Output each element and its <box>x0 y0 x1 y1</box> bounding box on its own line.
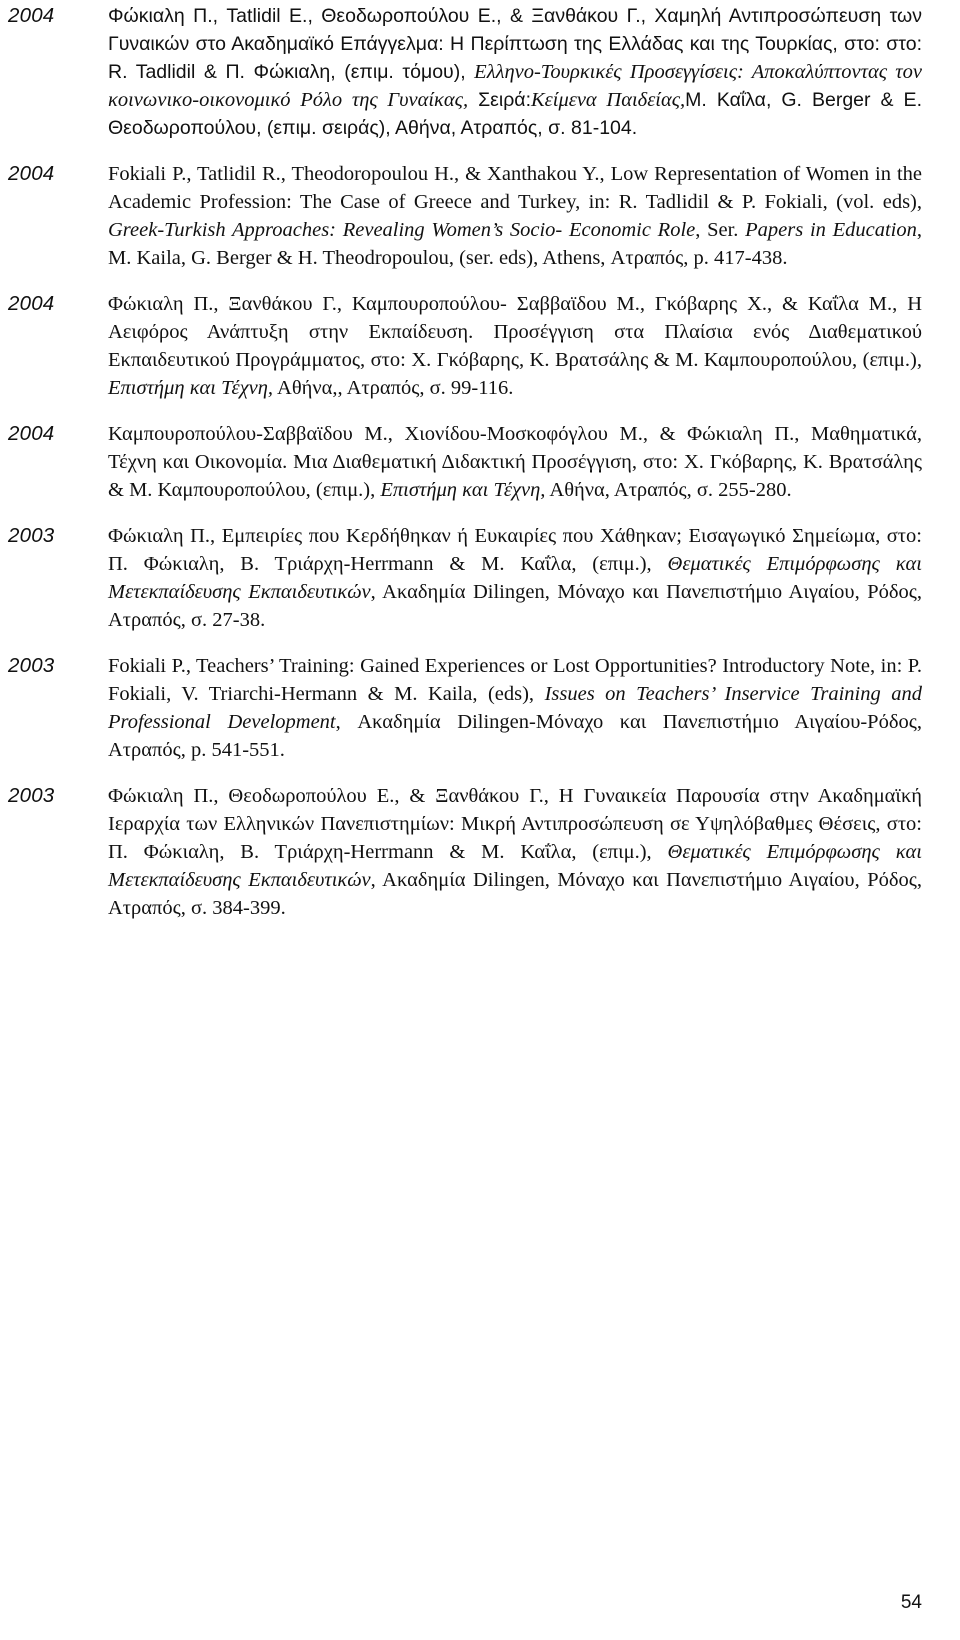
entry-year: 2003 <box>8 524 55 547</box>
entry-year: 2003 <box>8 654 55 677</box>
citation-text: Σειρά: <box>468 89 531 111</box>
bibliography-entry <box>8 782 922 922</box>
entry-citation <box>108 522 922 634</box>
citation-text: , Ser. <box>695 219 746 241</box>
entry-year: 2004 <box>8 162 55 185</box>
citation-text: Φώκιαλη Π., Εμπειρίες που Κερδήθηκαν ή Ευκαιρίες που Χάθηκαν; Εισαγωγικό Σημείωμα, στο: Π. Φώκιαλη, Β. Τριάρχη-Herrmann & Μ. Καΐλα, (επιμ.), <box>108 525 922 575</box>
citation-text: Φώκιαλη Π., Θεοδωροπούλου Ε., & Ξανθάκου Γ., Η Γυναικεία Παρουσία στην Ακαδημαϊκή Ιεραρχία των Ελληνικών Πανεπιστημίων: Μικρή Αντιπροσώπευση σε Υψηλόβαθμες Θέσεις, στο: Π. Φώκιαλη, Β. Τριάρχη-Herrmann & Μ. Καΐλα, (επιμ.), <box>108 785 922 863</box>
bibliography-entry <box>8 160 922 272</box>
entry-year: 2003 <box>8 784 55 807</box>
citation-text: Φώκιαλη Π., Tatlidil E., Θεοδωροπούλου Ε., & Ξανθάκου Γ., Χαμηλή Αντιπροσώπευση των Γυναικών στο Ακαδημαϊκό Επάγγελμα: Η Περίπτωση της Ελλάδας και της Τουρκίας, στο: στο: R. Tadlidil & Π. Φώκιαλη, (επιμ. τόμου), <box>108 5 922 83</box>
citation-text: , Ακαδημία Dilingen-Μόναχο και Πανεπιστήμιο Αιγαίου-Ρόδος, Ατραπός, p. 541-551. <box>108 711 922 761</box>
entry-citation <box>108 652 922 764</box>
citation-title: Θεματικές Επιμόρφωσης και Μετεκπαίδευσης Εκπαιδευτικών <box>108 841 922 891</box>
citation-title: Θεματικές Επιμόρφωσης και Μετεκπαίδευσης Εκπαιδευτικών <box>108 553 922 603</box>
citation-text: Καμπουροπούλου-Σαββαϊδου Μ., Χιονίδου-Μοσκοφόγλου Μ., & Φώκιαλη Π., Μαθηματικά, Τέχνη και Οικονομία. Μια Διαθεματική Διδακτική Προσέγγιση, στο: Χ. Γκόβαρης, Κ. Βρατσάλης & Μ. Καμπουροπούλου, (επιμ.), <box>108 423 922 501</box>
entry-citation <box>108 160 922 272</box>
bibliography-entry <box>8 522 922 634</box>
bibliography-entry <box>8 2 922 142</box>
citation-title: Επιστήμη και Τέχνη, <box>108 377 274 399</box>
citation-title: Papers in Education <box>745 219 917 241</box>
bibliography-entry <box>8 290 922 402</box>
entry-year: 2004 <box>8 4 55 27</box>
citation-title: Issues on Teachers’ Inservice Training and Professional Development <box>108 683 922 733</box>
bibliography-entry <box>8 420 922 504</box>
entry-year: 2004 <box>8 292 55 315</box>
page-number: 54 <box>900 1592 922 1613</box>
citation-text: Αθήνα,, Ατραπός, σ. 99-116. <box>273 377 514 399</box>
citation-text: , Ακαδημία Dilingen, Μόναχο και Πανεπιστήμιο Αιγαίου, Ρόδος, Ατραπός, σ. 27-38. <box>108 581 922 631</box>
citation-text: , M. Kaila, G. Berger & H. Theodropoulou, (ser. eds), Athens, Ατραπός, p. 417-438. <box>108 219 922 269</box>
entry-citation <box>108 2 922 142</box>
entry-citation <box>108 782 922 922</box>
citation-text: Fokiali P., Teachers’ Training: Gained Experiences or Lost Opportunities? Introductory Note, in: P. Fokiali, V. Triarchi-Hermann & M. Kaila, (eds), <box>108 655 922 705</box>
citation-title: Greek-Turkish Approaches: Revealing Women’s Socio- Economic Role <box>108 219 696 241</box>
citation-title: Επιστήμη και Τέχνη, <box>380 479 546 501</box>
citation-text: , Ακαδημία Dilingen, Μόναχο και Πανεπιστήμιο Αιγαίου, Ρόδος, Ατραπός, σ. 384-399. <box>108 869 922 919</box>
citation-text: Μ. Καΐλα, G. Berger & Ε. Θεοδωροπούλου, (επιμ. σειράς), Αθήνα, Ατραπός, σ. 81-104. <box>108 89 922 139</box>
entry-citation <box>108 420 922 504</box>
entry-citation <box>108 290 922 402</box>
citation-title: Κείμενα Παιδείας, <box>531 89 686 111</box>
entry-year: 2004 <box>8 422 55 445</box>
citation-text: Αθήνα, Ατραπός, σ. 255-280. <box>545 479 792 501</box>
citation-title: Ελληνο-Τουρκικές Προσεγγίσεις: Αποκαλύπτοντας τον κοινωνικο-οικονομικό Ρόλο της Γυναίκας, <box>108 61 922 111</box>
citation-text: Fokiali P., Tatlidil R., Theodoropoulou H., & Xanthakou Y., Low Representation of Women in the Academic Profession: The Case of Greece and Turkey, in: R. Tadlidil & P. Fokiali, (vol. eds), <box>108 163 922 213</box>
citation-text: Φώκιαλη Π., Ξανθάκου Γ., Καμπουροπούλου- Σαββαϊδου Μ., Γκόβαρης Χ., & Καΐλα Μ., Η Αειφόρος Ανάπτυξη στην Εκπαίδευση. Προσέγγιση στα Πλαίσια ενός Διαθεματικού Εκπαιδευτικού Προγράμματος, στο: Χ. Γκόβαρης, Κ. Βρατσάλης & Μ. Καμπουροπούλου, (επιμ.), <box>108 293 922 371</box>
bibliography-list <box>8 2 922 922</box>
bibliography-entry <box>8 652 922 764</box>
